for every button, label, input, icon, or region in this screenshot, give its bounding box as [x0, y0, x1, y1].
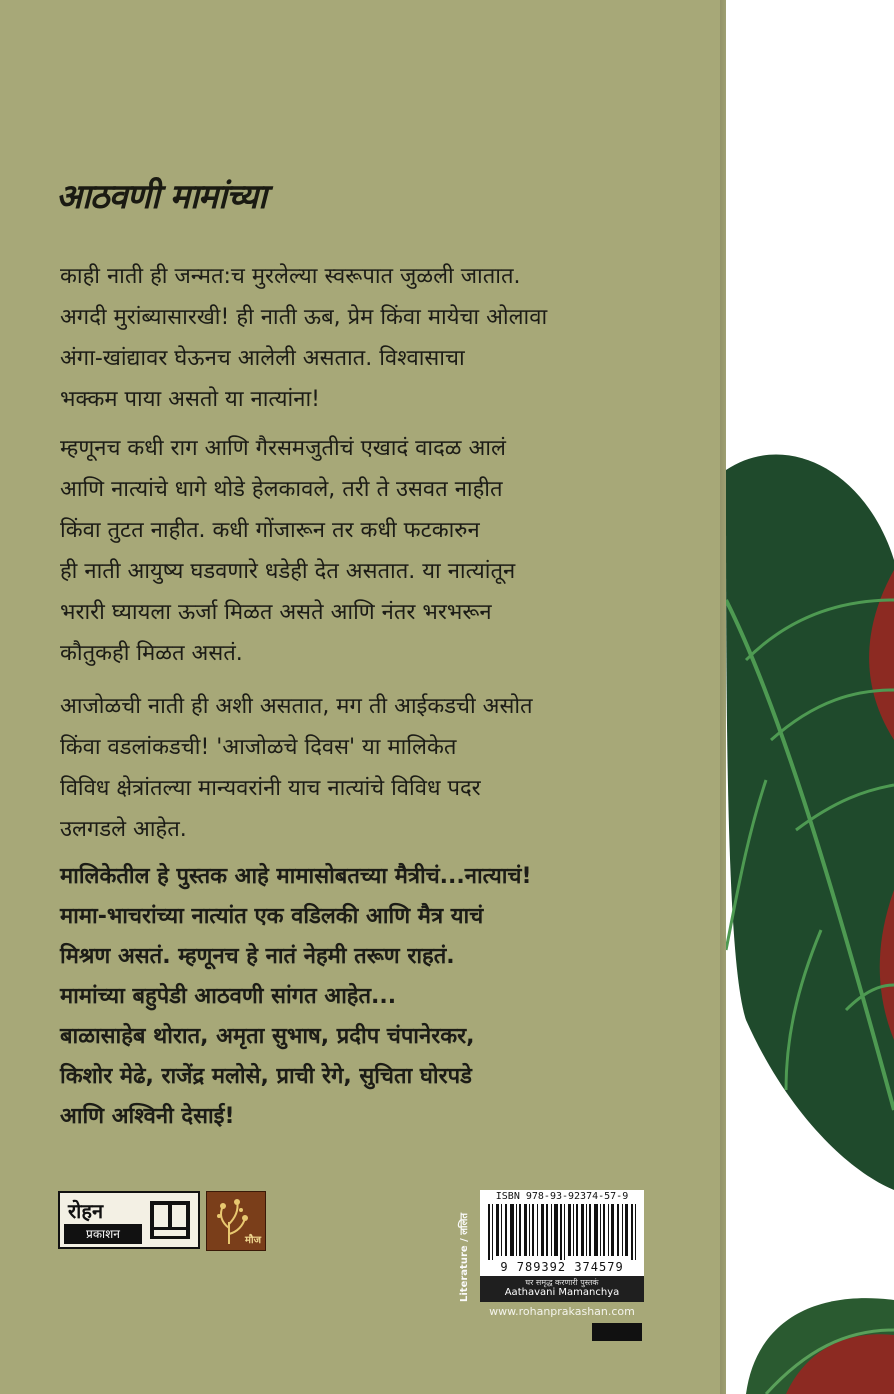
blurb-paragraph-3: [60, 686, 700, 850]
text-line: किंवा वडलांकडची! 'आजोळचे दिवस' या मालिकेत: [60, 735, 457, 760]
text-line: आजोळची नाती ही अशी असतात, मग ती आईकडची असोत: [60, 694, 533, 719]
text-line: मामांच्या बहुपेडी आठवणी सांगत आहेत...: [60, 984, 397, 1009]
text-line: भक्कम पाया असतो या नात्यांना!: [60, 387, 320, 412]
publisher-name: रोहन: [68, 1199, 104, 1223]
text-line: आणि अश्विनी देसाई!: [60, 1104, 235, 1129]
price-tag: [592, 1323, 642, 1341]
rohan-prakashan-logo: [58, 1191, 200, 1249]
text-line: किंवा तुटत नाहीत. कधी गोंजारून तर कधी फटकारुन: [60, 518, 480, 543]
text-line: काही नाती ही जन्मत:च मुरलेल्या स्वरूपात जुळली जातात.: [60, 264, 521, 289]
text-line: मिश्रण असतं. म्हणूनच हे नातं नेहमी तरूण राहतं.: [60, 944, 455, 969]
publisher-subtitle: प्रकाशन: [64, 1224, 142, 1244]
text-line: मामा-भाचरांच्या नात्यांत एक वडिलकी आणि मैत्र याचं: [60, 904, 484, 929]
text-line: कौतुकही मिळत असतं.: [60, 641, 243, 666]
tagline-strip: [480, 1276, 644, 1302]
text-line: ही नाती आयुष्य घडवणारे धडेही देत असतात. या नात्यांतून: [60, 559, 516, 584]
blurb-paragraph-4-bold: [60, 857, 700, 1137]
blurb-paragraph-2: [60, 428, 700, 674]
text-line: किशोर मेढे, राजेंद्र मलोसे, प्राची रेगे, सुचिता घोरपडे: [60, 1064, 472, 1089]
barcode-icon: [484, 1204, 640, 1260]
website-url: www.rohanprakashan.com: [489, 1305, 635, 1318]
tagline-text: घर समृद्ध करणारी पुस्तकं: [525, 1278, 599, 1287]
book-icon: [148, 1199, 192, 1241]
white-side-page: [726, 0, 894, 1394]
english-title: Aathavani Mamanchya: [504, 1287, 620, 1298]
isbn-barcode-box: [480, 1190, 644, 1302]
text-line: बाळासाहेब थोरात, अमृता सुभाष, प्रदीप चंपानेरकर,: [60, 1024, 475, 1049]
text-line: भरारी घ्यायला ऊर्जा मिळत असते आणि नंतर भरभरून: [60, 600, 492, 625]
isbn-label: ISBN 978-93-92374-57-9: [495, 1191, 629, 1202]
text-line: म्हणूनच कधी राग आणि गैरसमजुतीचं एखादं वादळ आलं: [60, 436, 506, 461]
text-line: अंगा-खांद्यावर घेऊनच आलेली असतात. विश्वासाचा: [60, 346, 465, 371]
mauj-imprint-logo: [206, 1191, 266, 1251]
barcode-number: 9 789392 374579: [500, 1260, 624, 1274]
text-line: मालिकेतील हे पुस्तक आहे मामासोबतच्या मैत्रीचं...नात्याचं!: [60, 864, 532, 889]
text-line: विविध क्षेत्रांतल्या मान्यवरांनी याच नात्यांचे विविध पदर: [60, 776, 481, 801]
blurb-paragraph-1: [60, 256, 700, 420]
leaf-illustration: [726, 0, 894, 1394]
text-line: उलगडले आहेत.: [60, 817, 187, 842]
text-line: अगदी मुरांब्यासारखी! ही नाती ऊब, प्रेम किंवा मायेचा ओलावा: [60, 305, 548, 330]
imprint-name: मौज: [245, 1235, 261, 1246]
text-line: आणि नात्यांचे धागे थोडे हेलकावले, तरी ते उसवत नाहीत: [60, 477, 503, 502]
category-label: Literature / ललित: [459, 1212, 470, 1302]
book-title: आठवणी मामांच्या: [56, 177, 266, 217]
